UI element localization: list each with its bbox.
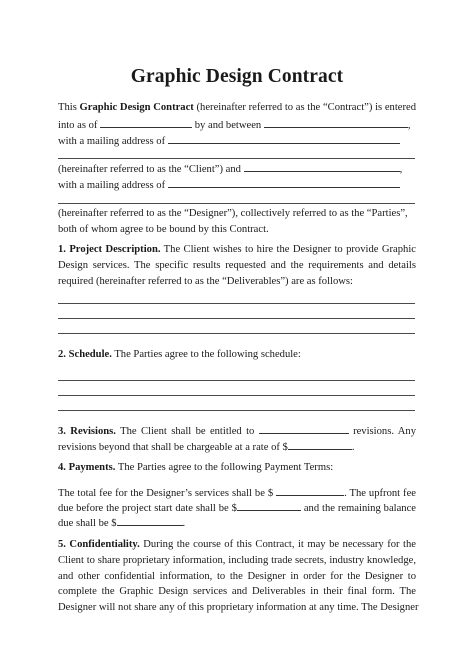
s5-line-3: and other confidential information, to the Designer in order for the Designer to xyxy=(58,571,416,582)
payment-line-2: due before the project start date shall be $ and the remaining balance xyxy=(58,503,417,514)
s1-line-3: required (hereinafter referred to as the “Deliverables”) are as follows: xyxy=(58,276,353,287)
intro-line-2: into as of by and between , xyxy=(58,120,411,131)
s1-heading: 1. Project Description. xyxy=(58,244,161,255)
revision-rate-field[interactable] xyxy=(288,440,352,450)
payment-line-1: The total fee for the Designer’s services shall be $ . The upfront fee xyxy=(58,488,416,499)
s2-line-1: 2. Schedule. The Parties agree to the following schedule: xyxy=(58,349,301,360)
client-name-field[interactable] xyxy=(264,118,408,128)
s3-line-2: revisions beyond that shall be chargeable at a rate of $ . xyxy=(58,442,355,453)
designer-address-line-2[interactable] xyxy=(58,203,415,204)
s4-line-1: 4. Payments. The Parties agree to the following Payment Terms: xyxy=(58,462,334,473)
s1-line-1: 1. Project Description. The Client wishes to hire the Designer to provide Graphic xyxy=(58,244,416,255)
designer-address-field[interactable] xyxy=(168,178,400,188)
schedule-line-1[interactable] xyxy=(58,380,415,381)
deliverables-line-2[interactable] xyxy=(58,318,415,319)
s5-line-2: Client to share proprietary information, including trade secrets, industry knowledge, xyxy=(58,555,416,566)
intro-line-8: (hereinafter referred to as the “Designer”), collectively referred to as the “Parties”, xyxy=(58,208,408,219)
remaining-balance-field[interactable] xyxy=(117,516,183,526)
revisions-count-field[interactable] xyxy=(259,424,349,434)
s5-line-4: complete the Graphic Design services and Deliverables in their final form. The xyxy=(58,586,416,597)
s2-heading: 2. Schedule. xyxy=(58,349,112,360)
s1-line-2: Design services. The specific results requested and the requirements and details xyxy=(58,260,416,271)
s4-heading: 4. Payments. xyxy=(58,462,116,473)
intro-line-6: with a mailing address of xyxy=(58,178,416,191)
intro-line-9: both of whom agree to be bound by this Contract. xyxy=(58,224,269,235)
document-title: Graphic Design Contract xyxy=(130,66,344,87)
schedule-line-3[interactable] xyxy=(58,410,415,411)
intro-line-5: (hereinafter referred to as the “Client”) and , xyxy=(58,164,403,175)
s3-line-1: 3. Revisions. The Client shall be entitled to revisions. Any xyxy=(58,426,417,437)
total-fee-field[interactable] xyxy=(276,486,344,496)
s3-heading: 3. Revisions. xyxy=(58,426,116,437)
deliverables-line-3[interactable] xyxy=(58,333,415,334)
date-field[interactable] xyxy=(100,118,192,128)
intro-line-1: This Graphic Design Contract (hereinafter referred to as the “Contract”) is entered xyxy=(58,102,417,113)
client-address-field[interactable] xyxy=(168,134,400,144)
s5-line-1: 5. Confidentiality. During the course of this Contract, it may be necessary for the xyxy=(58,539,416,550)
client-address-line-2[interactable] xyxy=(58,158,415,159)
designer-name-field[interactable] xyxy=(244,162,400,172)
payment-line-3: due shall be $ . xyxy=(58,518,186,529)
deliverables-line-1[interactable] xyxy=(58,303,415,304)
s5-line-5: Designer will not share any of this proprietary information at any time. The Designer xyxy=(58,602,419,613)
upfront-fee-field[interactable] xyxy=(237,501,301,511)
s5-heading: 5. Confidentiality. xyxy=(58,539,140,550)
schedule-line-2[interactable] xyxy=(58,395,415,396)
intro-line-3: with a mailing address of xyxy=(58,134,416,147)
